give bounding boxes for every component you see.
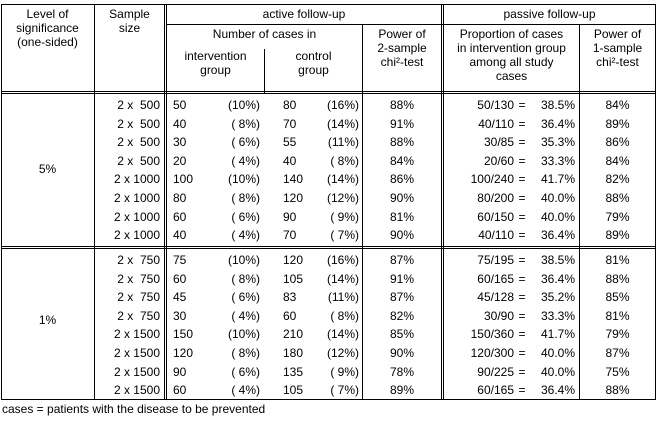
cell-proportion-percent: 38.5% [540, 253, 575, 267]
cell-control-percent: ( 7%) [330, 228, 359, 243]
cell-control-count: 90 [283, 209, 297, 224]
cell-power-2-sample: 91% [389, 116, 415, 131]
cell-proportion-equals: = [518, 116, 526, 131]
cell-intervention-count: 120 [173, 346, 194, 360]
cell-proportion-percent: 36.4% [540, 116, 575, 131]
cell-proportion-fraction: 90/225 [477, 364, 514, 379]
cell-proportion-percent: 40.0% [540, 191, 575, 205]
cell-control-percent: ( 7%) [330, 383, 359, 398]
cell-proportion-equals: = [518, 98, 526, 112]
cell-power-2-sample: 89% [389, 383, 415, 398]
cell-proportion-fraction: 60/150 [477, 209, 514, 224]
cell-intervention-percent: ( 8%) [231, 116, 260, 131]
cell-power-2-sample: 86% [389, 172, 415, 187]
cell-control-count: 70 [283, 228, 297, 243]
cell-control-count: 140 [283, 172, 304, 187]
cell-intervention-percent: (10%) [227, 253, 260, 267]
table-border-right [655, 4, 656, 400]
cell-power-1-sample: 89% [605, 116, 630, 131]
cell-proportion-fraction: 40/110 [478, 116, 514, 131]
cell-control-percent: (14%) [326, 172, 359, 187]
cell-proportion-percent: 40.0% [540, 364, 575, 379]
group-level-1: 1% [38, 313, 57, 327]
cell-control-count: 40 [283, 153, 297, 168]
cell-proportion-equals: = [518, 271, 526, 286]
cell-sample-size: 2 x 1000 [113, 172, 160, 187]
group-level-5: 5% [38, 162, 57, 176]
cell-proportion-percent: 36.4% [540, 271, 575, 286]
cell-power-2-sample: 82% [389, 308, 415, 323]
header-power2-line1: Power of [378, 27, 426, 41]
header-power2-line3: chi²-test [380, 55, 424, 69]
cell-intervention-percent: ( 4%) [231, 308, 260, 323]
header-power1-line2: 1-sample [592, 41, 643, 55]
cell-power-1-sample: 84% [605, 153, 630, 168]
col-rule-active-a [164, 4, 165, 400]
cell-proportion-fraction: 50/130 [477, 98, 514, 112]
cell-control-count: 55 [283, 135, 297, 150]
cell-proportion-percent: 35.2% [540, 290, 575, 305]
header-level-line2: significance [16, 21, 79, 35]
cell-proportion-equals: = [518, 364, 526, 379]
cell-proportion-fraction: 100/240 [470, 172, 514, 187]
cell-intervention-count: 45 [173, 290, 187, 305]
cell-intervention-percent: ( 6%) [231, 209, 260, 224]
group-rule-a [1, 246, 656, 247]
cell-sample-size: 2 x 1000 [113, 191, 160, 205]
header-intervention-line1: intervention [184, 49, 247, 63]
cell-control-count: 120 [283, 191, 304, 205]
cell-sample-size: 2 x 1000 [113, 209, 160, 224]
cell-power-2-sample: 90% [389, 346, 415, 360]
header-sample-line2: size [118, 21, 141, 35]
cell-intervention-percent: (10%) [227, 98, 260, 112]
footnote: cases = patients with the disease to be prevented [2, 402, 266, 416]
cell-control-percent: (12%) [326, 346, 359, 360]
cell-control-count: 120 [283, 253, 304, 267]
header-rule-1 [166, 24, 656, 25]
cell-power-1-sample: 88% [605, 191, 630, 205]
cell-control-count: 135 [283, 364, 304, 379]
cell-proportion-equals: = [518, 346, 526, 360]
cell-proportion-fraction: 150/360 [470, 327, 514, 342]
cell-sample-size: 2 x 1500 [113, 383, 160, 398]
cell-control-count: 83 [283, 290, 297, 305]
cell-intervention-count: 90 [173, 364, 187, 379]
header-control-line2: group [298, 63, 329, 77]
cell-power-1-sample: 84% [605, 98, 630, 112]
cell-intervention-count: 50 [173, 98, 187, 112]
cell-power-2-sample: 90% [389, 191, 415, 205]
header-level-line1: Level of [26, 7, 69, 21]
cell-proportion-equals: = [518, 209, 526, 224]
cell-control-count: 60 [283, 308, 297, 323]
cell-intervention-count: 100 [173, 172, 194, 187]
cell-intervention-count: 40 [173, 116, 187, 131]
cell-intervention-percent: (10%) [227, 172, 260, 187]
cell-proportion-equals: = [518, 153, 526, 168]
cell-proportion-percent: 33.3% [540, 153, 575, 168]
cell-power-1-sample: 88% [605, 271, 630, 286]
cell-intervention-percent: ( 4%) [231, 383, 260, 398]
cell-power-2-sample: 85% [389, 327, 415, 342]
cell-control-count: 210 [283, 327, 304, 342]
cell-control-count: 180 [283, 346, 304, 360]
cell-intervention-percent: ( 4%) [231, 228, 260, 243]
cell-intervention-count: 60 [173, 209, 187, 224]
group-rule-b [1, 248, 656, 249]
header-rule-bottom-b [1, 93, 656, 94]
cell-control-percent: (11%) [327, 290, 359, 305]
cell-power-2-sample: 88% [389, 98, 415, 112]
cell-power-1-sample: 79% [605, 327, 630, 342]
cell-control-percent: (12%) [326, 191, 359, 205]
cell-control-percent: ( 9%) [330, 364, 359, 379]
cell-intervention-count: 80 [173, 191, 187, 205]
cell-power-2-sample: 87% [389, 290, 415, 305]
header-proportion-line4: cases [495, 69, 528, 83]
cell-control-percent: (14%) [326, 327, 359, 342]
cell-power-1-sample: 86% [605, 135, 630, 150]
cell-intervention-count: 30 [173, 308, 187, 323]
cell-power-1-sample: 82% [605, 172, 630, 187]
table-border-bottom [1, 399, 656, 400]
cell-intervention-percent: ( 6%) [231, 290, 260, 305]
cell-proportion-equals: = [518, 290, 526, 305]
header-power1-line3: chi²-test [596, 55, 639, 69]
cell-proportion-equals: = [518, 383, 526, 398]
cell-proportion-equals: = [518, 228, 526, 243]
table-border-top [1, 4, 656, 5]
header-power2-line2: 2-sample [377, 41, 427, 55]
cell-intervention-percent: ( 6%) [231, 364, 260, 379]
header-intervention-line2: group [200, 63, 231, 77]
cell-proportion-equals: = [518, 253, 526, 267]
cell-sample-size: 2 x 750 [117, 290, 160, 305]
cell-control-percent: (14%) [326, 116, 359, 131]
cell-proportion-fraction: 30/85 [483, 135, 514, 150]
cell-power-1-sample: 87% [605, 346, 630, 360]
cell-control-percent: (16%) [326, 253, 359, 267]
table-border-left [1, 4, 2, 400]
header-power1-line1: Power of [593, 27, 642, 41]
cell-proportion-fraction: 75/195 [477, 253, 514, 267]
cell-control-count: 80 [283, 98, 297, 112]
cell-intervention-count: 40 [173, 228, 187, 243]
col-rule-sample [94, 4, 95, 400]
cell-sample-size: 2 x 500 [117, 153, 160, 168]
cell-proportion-fraction: 60/165 [477, 271, 514, 286]
cell-proportion-percent: 40.0% [540, 346, 575, 360]
cell-control-percent: ( 9%) [330, 209, 359, 224]
cell-proportion-fraction: 30/90 [483, 308, 514, 323]
cell-sample-size: 2 x 1500 [113, 327, 160, 342]
cell-power-1-sample: 81% [605, 308, 630, 323]
cell-control-count: 105 [283, 271, 304, 286]
cell-proportion-percent: 41.7% [540, 172, 575, 187]
cell-sample-size: 2 x 1000 [113, 228, 160, 243]
header-number-of-cases: Number of cases in [212, 27, 317, 41]
power-table [1, 4, 656, 400]
cell-power-2-sample: 81% [389, 209, 415, 224]
cell-power-1-sample: 75% [605, 364, 630, 379]
header-active-follow-up: active follow-up [262, 7, 346, 21]
header-proportion-line3: among all study [469, 55, 554, 69]
cell-intervention-count: 30 [173, 135, 187, 150]
cell-proportion-percent: 40.0% [540, 209, 575, 224]
cell-intervention-count: 75 [173, 253, 187, 267]
cell-power-1-sample: 89% [605, 228, 630, 243]
header-control-line1: control [295, 49, 332, 63]
cell-intervention-count: 20 [173, 153, 187, 168]
cell-power-2-sample: 78% [389, 364, 415, 379]
cell-control-percent: ( 8%) [330, 308, 359, 323]
cell-sample-size: 2 x 750 [117, 253, 160, 267]
cell-power-1-sample: 81% [605, 253, 630, 267]
header-passive-follow-up: passive follow-up [503, 7, 596, 21]
cell-intervention-count: 150 [173, 327, 194, 342]
cell-sample-size: 2 x 1500 [113, 364, 160, 379]
cell-sample-size: 2 x 500 [117, 98, 160, 112]
cell-proportion-percent: 36.4% [540, 228, 575, 243]
cell-intervention-percent: ( 4%) [231, 153, 260, 168]
cell-power-2-sample: 88% [389, 135, 415, 150]
cell-power-2-sample: 87% [389, 253, 415, 267]
cell-control-count: 105 [283, 383, 304, 398]
cell-sample-size: 2 x 500 [117, 135, 160, 150]
cell-proportion-fraction: 60/165 [477, 383, 514, 398]
cell-power-1-sample: 79% [605, 209, 630, 224]
cell-control-percent: (11%) [327, 135, 359, 150]
cell-proportion-percent: 35.3% [540, 135, 575, 150]
cell-proportion-fraction: 120/300 [470, 346, 514, 360]
cell-intervention-count: 60 [173, 271, 187, 286]
cell-proportion-equals: = [518, 172, 526, 187]
cell-proportion-equals: = [518, 308, 526, 323]
cell-power-2-sample: 84% [389, 153, 415, 168]
cell-sample-size: 2 x 750 [117, 308, 160, 323]
cell-proportion-equals: = [518, 135, 526, 150]
cell-intervention-percent: (10%) [227, 327, 260, 342]
cell-intervention-percent: ( 8%) [231, 271, 260, 286]
cell-power-2-sample: 90% [389, 228, 415, 243]
cell-proportion-equals: = [518, 191, 526, 205]
cell-proportion-equals: = [518, 327, 526, 342]
cell-control-count: 70 [283, 116, 297, 131]
cell-power-1-sample: 85% [605, 290, 630, 305]
cell-control-percent: (16%) [326, 98, 359, 112]
header-proportion-line1: Proportion of cases [459, 27, 564, 41]
cell-sample-size: 2 x 500 [117, 116, 160, 131]
cell-proportion-percent: 41.7% [540, 327, 575, 342]
cell-intervention-percent: ( 6%) [231, 135, 260, 150]
cell-sample-size: 2 x 750 [117, 271, 160, 286]
cell-proportion-percent: 33.3% [540, 308, 575, 323]
cell-power-1-sample: 88% [605, 383, 630, 398]
cell-proportion-percent: 38.5% [540, 98, 575, 112]
col-rule-passive-a [441, 4, 442, 400]
cell-proportion-fraction: 40/110 [478, 228, 514, 243]
cell-power-2-sample: 91% [389, 271, 415, 286]
cell-control-percent: ( 8%) [330, 153, 359, 168]
cell-proportion-fraction: 80/200 [477, 191, 514, 205]
cell-proportion-fraction: 45/128 [477, 290, 514, 305]
cell-intervention-percent: ( 8%) [231, 191, 260, 205]
header-sample-line1: Sample [109, 7, 150, 21]
cell-control-percent: (14%) [326, 271, 359, 286]
header-rule-bottom-a [1, 91, 656, 92]
cell-proportion-percent: 36.4% [540, 383, 575, 398]
cell-sample-size: 2 x 1500 [113, 346, 160, 360]
cell-proportion-fraction: 20/60 [483, 153, 514, 168]
cell-intervention-percent: ( 8%) [231, 346, 260, 360]
cell-intervention-count: 60 [173, 383, 187, 398]
header-level-line3: (one-sided) [17, 35, 78, 49]
header-proportion-line2: in intervention group [457, 41, 566, 55]
